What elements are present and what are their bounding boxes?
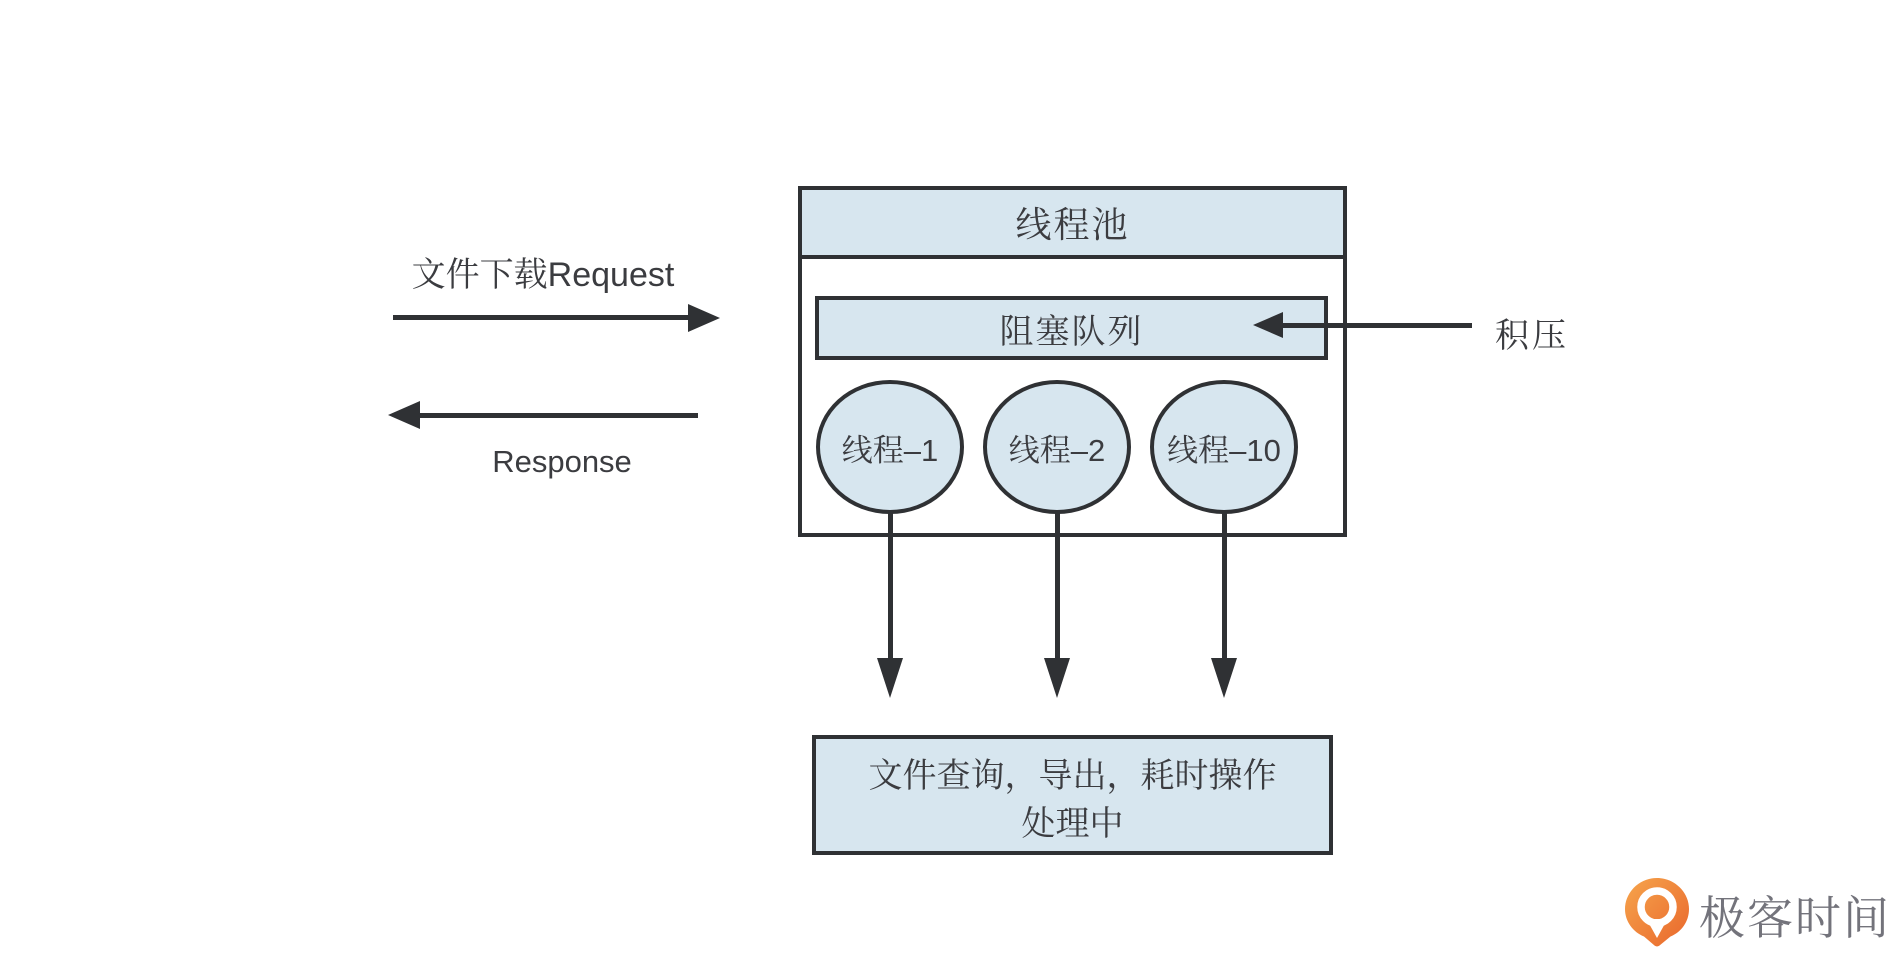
backlog-arrow-line (1281, 323, 1472, 328)
thread-2-label: 线程–2 (1008, 432, 1106, 468)
request-arrow-label: 文件下载Request (411, 255, 675, 294)
response-arrow-line (418, 413, 698, 418)
thread-1-label: 线程–1 (841, 432, 939, 468)
request-arrowhead-icon (688, 304, 720, 332)
thread-circle-1 (816, 380, 964, 514)
thread-circle-10 (1150, 380, 1298, 514)
task-box-line1: 文件查询，导出，耗时操作 (868, 757, 1277, 795)
thread-pool-title: 线程池 (1015, 204, 1130, 245)
thread-1-down-arrowhead-icon (877, 658, 903, 698)
response-arrow-label: Response (492, 444, 632, 479)
thread-10-down-arrow-line (1222, 510, 1227, 660)
brand-text: 极客时间 (1699, 892, 1891, 944)
thread-pool-title-bar (798, 186, 1347, 259)
thread-2-down-arrow-line (1055, 510, 1060, 660)
task-box-line2: 处理中 (1021, 805, 1124, 843)
task-box (812, 735, 1333, 855)
blocking-queue-label: 阻塞队列 (999, 312, 1144, 351)
response-arrowhead-icon (388, 401, 420, 429)
backlog-label: 积压 (1495, 317, 1569, 355)
thread-2-down-arrowhead-icon (1044, 658, 1070, 698)
backlog-arrowhead-icon (1253, 312, 1283, 338)
thread-1-down-arrow-line (888, 510, 893, 660)
thread-10-label: 线程–10 (1167, 432, 1281, 468)
blocking-queue-box (815, 296, 1328, 360)
request-arrow-line (393, 315, 689, 320)
thread-circle-2 (983, 380, 1131, 514)
geektime-pin-icon (1623, 876, 1691, 948)
thread-10-down-arrowhead-icon (1211, 658, 1237, 698)
